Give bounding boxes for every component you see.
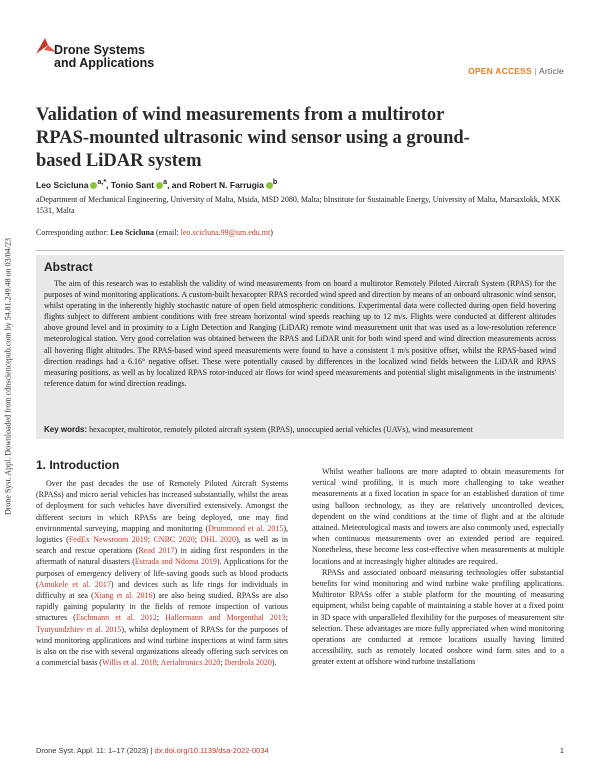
separator: |	[534, 66, 537, 76]
text: ;	[147, 535, 154, 545]
author-3[interactable]: , and Robert N. Farrugia	[167, 179, 264, 190]
intro-paragraph-1	[36, 478, 288, 668]
citation-link[interactable]: Xiang et al. 2016	[93, 591, 153, 601]
text: ), logistics (	[36, 523, 288, 545]
intro-paragraph-3: RPASs and associated onboard measuring technologies offer substantial benefits for wind monitoring and wind turbine wake profiling applications. Multirotor RPASs offer a stable platform for the mounting of measuring equipment, whilst being capable of maintaining a stable hover at a fixed point in 3D space with unparalleled flexibility for the purposes of measurement site selection. These advantages are more fully appreciated when wind monitoring operations are conducted at remote locations usually having limited accessibility, such as remotely located onshore wind farm sites and to a greater extent at offshore wind turbine installations	[312, 567, 564, 667]
text: Over the past decades the use of Remotely Piloted Aircraft Systems (RPASs) and micro aerial vehicles has increased substantially, whilst the areas of deployment for such vehicles have diversified extensively. Amongst the different sectors in which RPASs are being deployed, one may find environmental surveying, mapping and monitoring (	[36, 479, 288, 533]
journal-logo-line2: and Applications	[54, 56, 155, 70]
text: ;	[156, 613, 166, 623]
abstract-body: The aim of this research was to establish the validity of wind measurements from on board a multirotor Remotely Piloted Aircraft System (RPAS) for the purposes of wind monitoring applications. A custom-built hexacopter RPAS recorded wind speed and direction by means of an onboard ultrasonic wind sensor, whilst operating in the inherently highly stochastic nature of open field atmospheric conditions. Experimental data were collected during open field hovering flights subject to different ambient conditions with free stream horizontal wind speeds reaching up to 12 m/s. Flights were conducted at different altitudes above ground level and in proximity to a Light Detection and Ranging (LiDAR) remote wind measurement unit that was used as a low-resolution reference meteorological station. Very good correlation was obtained between the RPAS and LiDAR unit for both wind speed and wind direction measurements across all hovering flight altitudes. The RPAS-based wind speed measurements were found to have a consistent 1 m/s positive offset, whilst the RPAS-based wind direction readings had a 6.16° negative offset. These were potentially caused by differences in the localized wind fields between the LiDAR and RPAS measuring positions, as well as by localized RPAS rotor-induced air flows for wind speed measurements and potential slight misalignments in the instruments' reference datum for wind direction readings.	[44, 279, 556, 388]
text: ) are also being studied. RPASs are also rapidly gaining popularity in the fields of remote inspection of various structures (	[36, 591, 288, 623]
email-link[interactable]: leo.scicluna.99@um.edu.mt	[180, 228, 271, 237]
body-column-right	[312, 466, 564, 668]
journal-logo[interactable]	[54, 44, 154, 70]
text: ). Applications for the purposes of emergency delivery of life-saving goods such as blood products (	[36, 557, 288, 589]
divider	[36, 250, 564, 251]
footer-citation: Drone Syst. Appl. 11: 1–17 (2023) |	[36, 746, 155, 755]
author-1[interactable]: Leo Scicluna	[36, 179, 89, 190]
citation-link[interactable]: Hallermann and Morgenthal 2013	[165, 613, 286, 623]
page-number: 1	[559, 746, 564, 755]
keywords-list: hexacopter, multirotor, remotely piloted aircraft system (RPAS), unoccupied aerial vehicles (UAVs), wind measurement	[87, 425, 473, 434]
citation-link[interactable]: Drummond et al. 2015	[208, 523, 284, 533]
body-column-left	[36, 478, 288, 668]
text: ;	[220, 658, 225, 668]
citation-link[interactable]: CNBC 2020	[153, 535, 195, 545]
open-access-badge: OPEN ACCESS	[468, 66, 532, 76]
text: ), as well as in search and rescue operations (	[36, 535, 288, 556]
corresponding-label: Corresponding author:	[36, 228, 111, 237]
text: ;	[156, 658, 161, 668]
corresponding-name: Leo Scicluna	[110, 228, 154, 237]
keywords	[44, 424, 556, 435]
abstract-heading: Abstract	[44, 260, 93, 274]
citation-link[interactable]: DHL 2020	[200, 535, 237, 545]
text: ;	[194, 535, 201, 545]
text: ) and devices such as life rings for individuals in difficulty at sea (	[36, 579, 289, 601]
article-type-label	[468, 66, 564, 76]
citation-link[interactable]: Estrada and Ndoma 2019	[134, 557, 217, 567]
citation-link[interactable]: Aerialtronics 2020	[160, 658, 221, 668]
author-2[interactable]: , Tonio Sant	[106, 179, 155, 190]
article-type: Article	[538, 66, 564, 76]
intro-paragraph-2: Whilst weather balloons are more adapted to obtain measurements for vertical wind profiling, it is much more challenging to take weather measurements at a fixed location in space for an established duration of time using balloon technology, as they are relatively uncontrolled devices, dependent on the wind conditions at the time of flight and at the altitude attained. Meteorological masts and towers are also commonly used, especially when continuous measurements over an extended period are required. Nonetheless, these become less cost-effective when measurements at multiple locations and at increasingly higher altitudes are required.	[312, 467, 564, 566]
citation-link[interactable]: FedEx Newsroom 2019	[68, 535, 148, 545]
journal-logo-line1: Drone Systems	[54, 43, 146, 57]
author-2-mark: a	[163, 178, 168, 186]
citation-link[interactable]: Read 2017	[138, 546, 175, 556]
journal-logo-icon	[36, 38, 56, 54]
citation-link[interactable]: Amukele et al. 2017	[38, 579, 111, 589]
text: ), whilst deployment of RPASs for the purposes of wind monitoring applications and wind turbine inspections at wind farm sites is also on the rise with several organizations already offering such services on a commercial basis (	[36, 624, 288, 668]
page-footer	[36, 746, 564, 755]
citation-link[interactable]: Eschmann et al. 2012	[75, 613, 157, 623]
section-heading-introduction: 1. Introduction	[36, 458, 120, 472]
author-list	[36, 178, 277, 190]
text: ;	[285, 613, 289, 623]
citation-link[interactable]: Tyutyundzhiev et al. 2015	[36, 624, 122, 634]
corresponding-author	[36, 228, 273, 237]
author-1-mark: a,*	[97, 178, 107, 186]
citation-link[interactable]: Iberdrola 2020	[224, 658, 272, 668]
doi-link[interactable]: dx.doi.org/10.1139/dsa-2022-0034	[154, 746, 269, 755]
email-prefix: (email:	[154, 228, 181, 237]
paper-title: Validation of wind measurements from a multirotor RPAS-mounted ultrasonic wind sensor using a ground-based LiDAR system	[36, 105, 470, 171]
orcid-icon[interactable]	[266, 182, 273, 189]
email-suffix: )	[270, 228, 273, 237]
text: ) in aiding first responders in the aftermath of natural disasters (	[36, 546, 289, 567]
citation-link[interactable]: Willis et al. 2018	[101, 658, 157, 668]
author-3-mark: b	[272, 178, 278, 186]
keywords-label: Key words:	[44, 425, 88, 434]
download-sidebar-text: Drone Syst. Appl. Downloaded from cdnsciencepub.com by 54.81.249.48 on 03/04/23	[3, 237, 13, 516]
text: ).	[271, 658, 277, 668]
affiliations: aDepartment of Mechanical Engineering, University of Malta, Msida, MSD 2080, Malta; bInstitute for Sustainable Energy, University of Malta, Marsaxlokk, MXK 1531, Malta	[36, 195, 561, 215]
